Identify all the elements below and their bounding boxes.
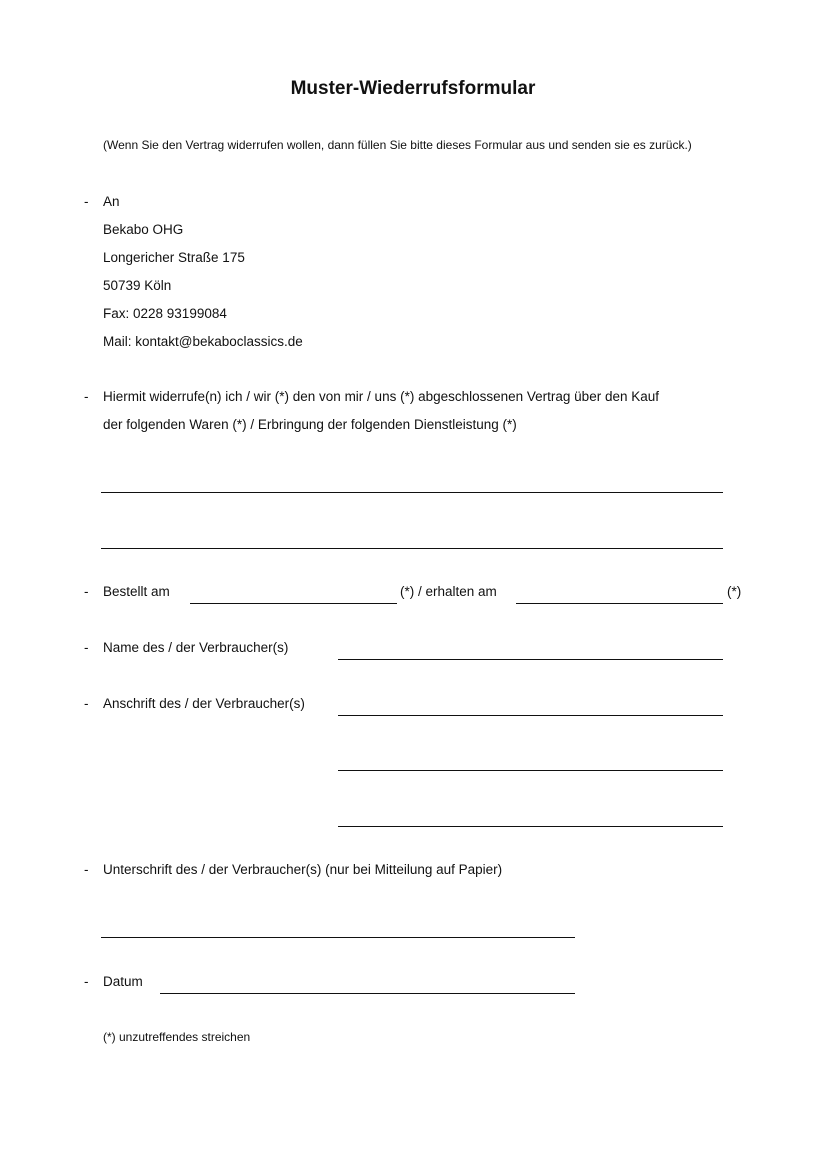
- signature-line[interactable]: [101, 937, 575, 938]
- consumer-address-label: Anschrift des / der Verbraucher(s): [103, 696, 305, 711]
- consumer-name-line[interactable]: [338, 659, 723, 660]
- consumer-address-line-1[interactable]: [338, 715, 723, 716]
- consumer-name-label: Name des / der Verbraucher(s): [103, 640, 289, 655]
- recipient-city: 50739 Köln: [103, 278, 172, 293]
- bullet-dash: -: [84, 389, 89, 404]
- revocation-text-line2: der folgenden Waren (*) / Erbringung der folgenden Dienstleistung (*): [103, 417, 517, 432]
- footnote: (*) unzutreffendes streichen: [103, 1030, 251, 1044]
- bullet-dash: -: [84, 862, 89, 877]
- recipient-fax: Fax: 0228 93199084: [103, 306, 227, 321]
- bullet-dash: -: [84, 974, 89, 989]
- form-title: Muster-Wiederrufsformular: [290, 78, 536, 99]
- date-label: Datum: [103, 974, 143, 989]
- bullet-dash: -: [84, 696, 89, 711]
- bullet-dash: -: [84, 640, 89, 655]
- recipient-label: An: [103, 194, 120, 209]
- consumer-address-line-3[interactable]: [338, 826, 723, 827]
- bullet-dash: -: [84, 584, 89, 599]
- date-line[interactable]: [160, 993, 575, 994]
- bullet-dash: -: [84, 194, 89, 209]
- ordered-label: Bestellt am: [103, 584, 170, 599]
- goods-input-line-2[interactable]: [101, 548, 723, 549]
- consumer-address-line-2[interactable]: [338, 770, 723, 771]
- received-date-line[interactable]: [516, 603, 723, 604]
- recipient-street: Longericher Straße 175: [103, 250, 245, 265]
- signature-label: Unterschrift des / der Verbraucher(s) (nur bei Mitteilung auf Papier): [103, 862, 503, 877]
- revocation-text-line1: Hiermit widerrufe(n) ich / wir (*) den von mir / uns (*) abgeschlossenen Vertrag über den Kauf: [103, 389, 659, 404]
- ordered-date-line[interactable]: [190, 603, 397, 604]
- goods-input-line-1[interactable]: [101, 492, 723, 493]
- intro-text: (Wenn Sie den Vertrag widerrufen wollen, dann füllen Sie bitte dieses Formular aus und senden sie es zurück.): [103, 138, 692, 152]
- recipient-mail: Mail: kontakt@bekaboclassics.de: [103, 334, 303, 349]
- received-label: (*) / erhalten am: [400, 584, 497, 599]
- recipient-company: Bekabo OHG: [103, 222, 184, 237]
- received-asterisk: (*): [727, 584, 742, 599]
